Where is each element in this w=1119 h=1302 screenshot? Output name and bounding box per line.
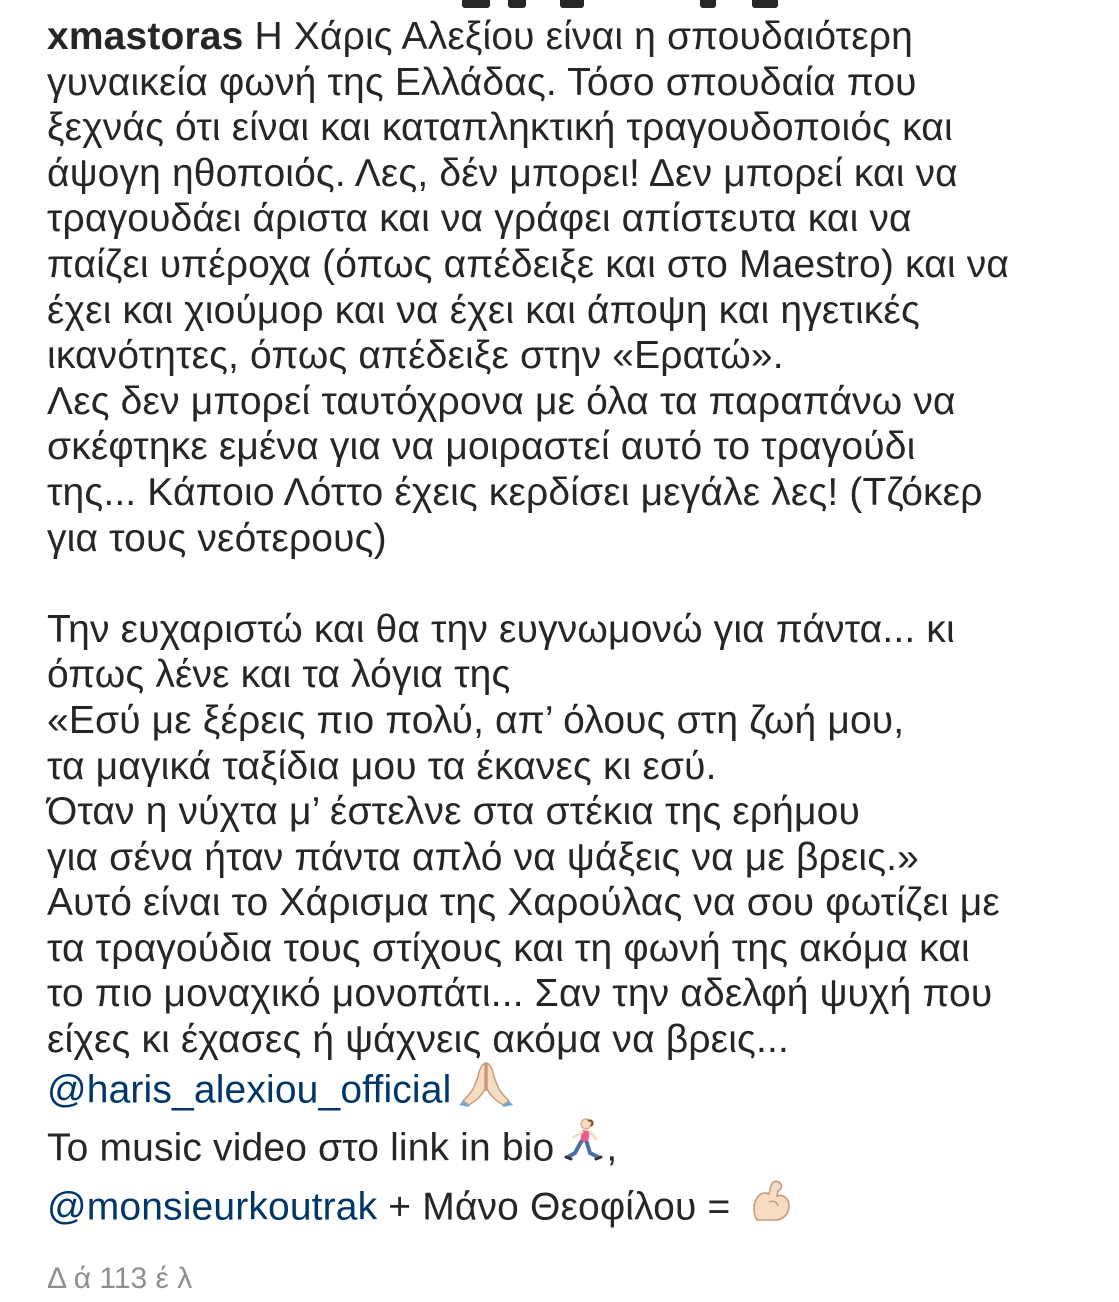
thanks-line: Την ευχαριστώ και θα την ευγνωμονώ για πάντα... κι <box>47 607 955 651</box>
caption-line: γυναικεία φωνή της Ελλάδας. Τόσο σπουδαία που <box>47 60 917 104</box>
lyrics-line: τα μαγικά ταξίδια μου τα έκανες κι εσύ. <box>47 744 717 788</box>
paragraph-spacer <box>47 561 1107 607</box>
caption-line: ξεχνάς ότι είναι και καταπληκτική τραγουδοποιός και <box>47 106 953 150</box>
closing-line: Αυτό είναι το Χάρισμα της Χαρούλας να σου φωτίζει με <box>47 881 1000 925</box>
caption-first-line <box>47 14 1107 60</box>
caption-line: σκέφτηκε εμένα για να μοιραστεί αυτό το τραγούδι <box>47 425 916 469</box>
caption-line: για τους νεότερους) <box>47 516 387 560</box>
trailing-comma: , <box>606 1126 618 1170</box>
caption-line: έχει και χιούμορ και να έχει και άποψη και ηγετικές <box>47 288 920 332</box>
caption-line: Λες δεν μπορεί ταυτόχρονα με όλα τα παραπάνω να <box>47 379 956 423</box>
credits-text: + Μάνο Θεοφίλου = <box>377 1185 742 1229</box>
username-link[interactable]: xmastoras <box>47 15 244 58</box>
previous-content-cutoff <box>0 0 1119 12</box>
thanks-line: όπως λένε και τα λόγια της <box>47 653 511 697</box>
folded-hands-icon <box>457 1059 515 1118</box>
post-caption <box>47 14 1107 1238</box>
caption-line: τραγουδάει άριστα και να γράφει απίστευτα και να <box>47 197 912 241</box>
lyrics-line: «Εσύ με ξέρεις πιο πολύ, απ’ όλους στη ζωή μου, <box>47 698 905 742</box>
caption-line: άψογη ηθοποιός. Λες, δέν μπορει! Δεν μπορεί και να <box>47 151 958 195</box>
woman-running-icon <box>560 1117 606 1176</box>
closing-line: είχες κι έχασες ή ψάχνεις ακόμα να βρεις... <box>47 1018 789 1062</box>
credits-line <box>47 1180 1107 1239</box>
lyrics-line: Όταν η νύχτα μ’ έστελνε στα στέκια της ερήμου <box>47 790 860 834</box>
caption-line: της... Κάποιο Λόττο έχεις κερδίσει μεγάλε λες! (Τζόκερ <box>47 470 983 514</box>
music-video-text: To music video στο link in bio <box>47 1126 555 1170</box>
caption-text: Η Χάρις Αλεξίου είναι η σπουδαιότερη <box>243 15 913 58</box>
caption-line: παίζει υπέροχα (όπως απέδειξε και στο Maestro) και να <box>47 242 1010 286</box>
music-video-line <box>47 1121 1107 1180</box>
mention-monsieurkoutrak[interactable]: @monsieurkoutrak <box>47 1185 378 1229</box>
lyrics-line: για σένα ήταν πάντα απλό να ψάξεις να με βρεις.» <box>47 835 919 879</box>
mention-line <box>47 1063 1107 1122</box>
closing-line: το πιο μοναχικό μονοπάτι... Σαν την αδελφή ψυχή που <box>47 972 993 1016</box>
flexed-biceps-icon <box>747 1176 795 1235</box>
mention-haris-alexiou[interactable]: @haris_alexiou_official <box>47 1068 452 1112</box>
caption-line: ικανότητες, όπως απέδειξε στην «Ερατώ». <box>47 334 784 378</box>
post-meta-partial: Δ ά 113 έ λ <box>47 1262 193 1295</box>
closing-line: τα τραγούδια τους στίχους και τη φωνή της ακόμα και <box>47 926 970 970</box>
